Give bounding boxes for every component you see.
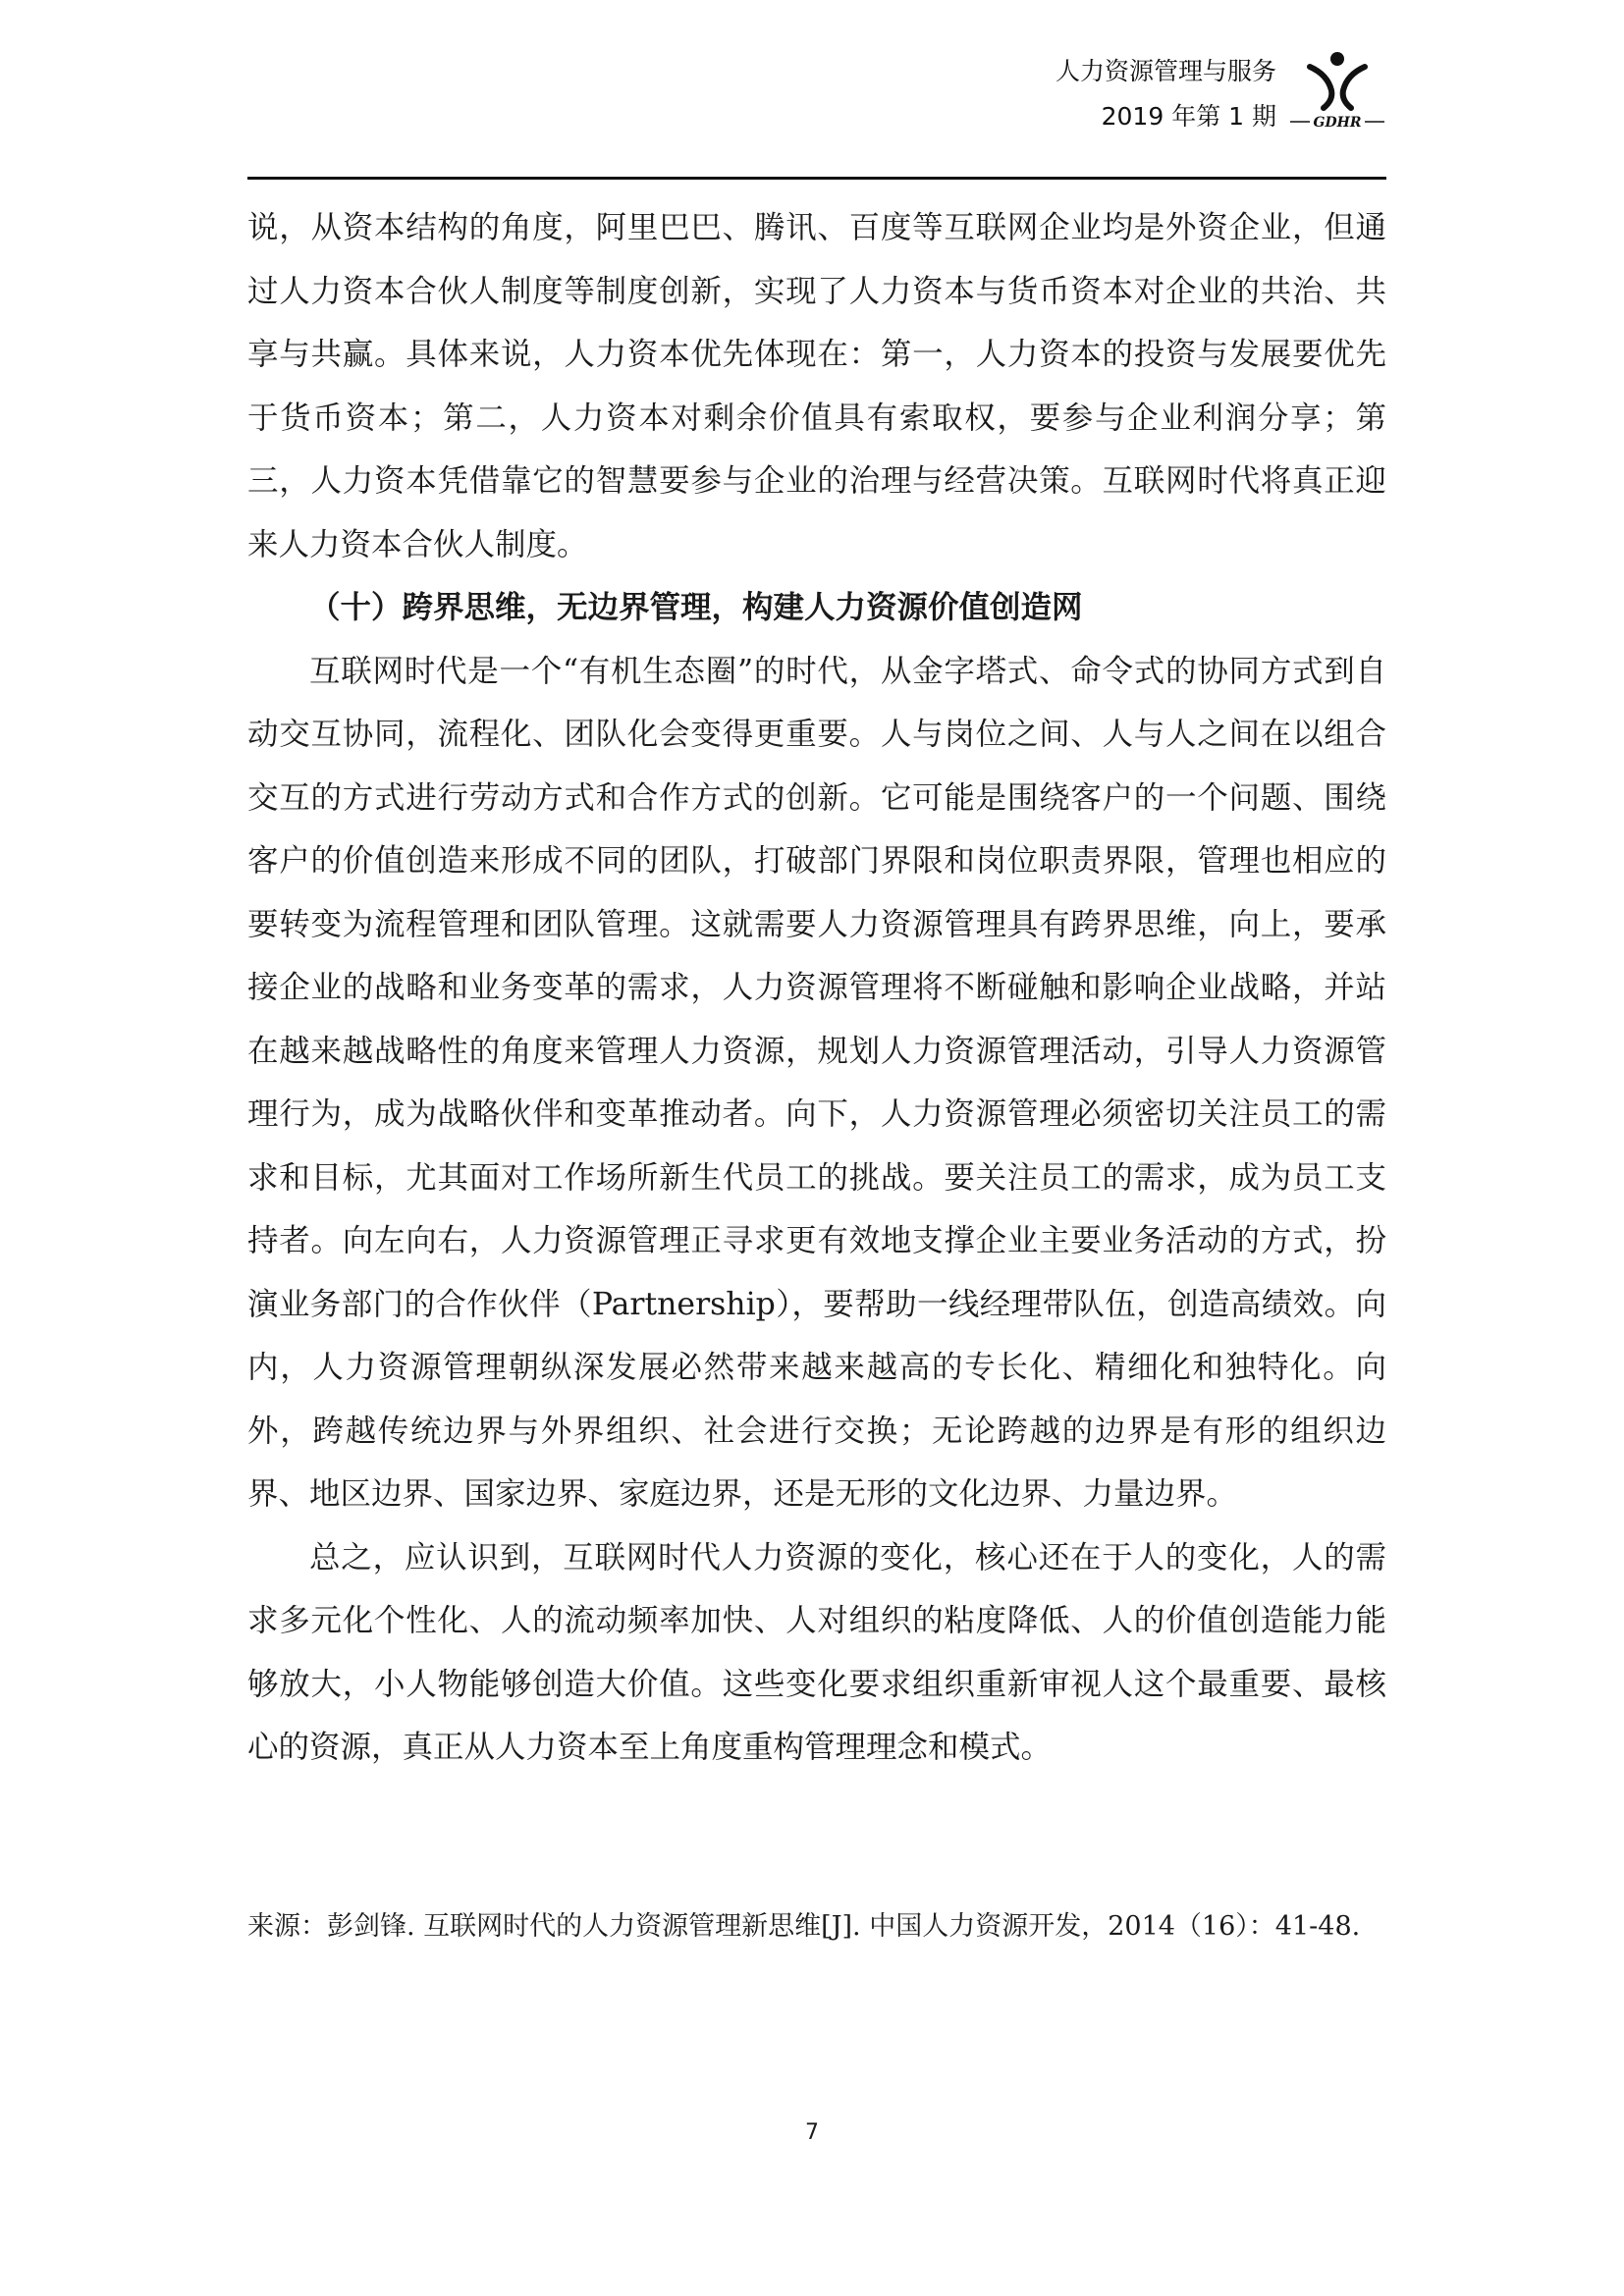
page-number: 7 bbox=[805, 2120, 819, 2145]
header-divider bbox=[247, 177, 1386, 180]
header-text bbox=[1056, 49, 1276, 139]
paragraph-2: 互联网时代是一个“有机生态圈”的时代，从金字塔式、命令式的协同方式到自动交互协同，流程化、团队化会变得更重要。人与岗位之间、人与人之间在以组合交互的方式进行劳动方式和合作方式的创新。它可能是围绕客户的一个问题、围绕客户的价值创造来形成不同的团队，打破部门界限和岗位职责界限，管理也相应的要转变为流程管理和团队管理。这就需要人力资源管理具有跨界思维，向上，要承接企业的战略和业务变革的需求，人力资源管理将不断碰触和影响企业战略，并站在越来越战略性的角度来管理人力资源，规划人力资源管理活动，引导人力资源管理行为，成为战略伙伴和变革推动者。向下，人力资源管理必须密切关注员工的需求和目标，尤其面对工作场所新生代员工的挑战。要关注员工的需求，成为员工支持者。向左向右，人力资源管理正寻求更有效地支撑企业主要业务活动的方式，扮演业务部门的合作伙伴（Partnership），要帮助一线经理带队伍，创造高绩效。向内，人力资源管理朝纵深发展必然带来越来越高的专长化、精细化和独特化。向外，跨越传统边界与外界组织、社会进行交换；无论跨越的边界是有形的组织边界、地区边界、国家边界、家庭边界，还是无形的文化边界、力量边界。 bbox=[247, 653, 1386, 1512]
article-body bbox=[247, 196, 1386, 1780]
gdhr-logo-icon bbox=[1288, 45, 1386, 133]
paragraph-3: 总之，应认识到，互联网时代人力资源的变化，核心还在于人的变化，人的需求多元化个性化、人的流动频率加快、人对组织的粘度降低、人的价值创造能力能够放大，小人物能够创造大价值。这些变化要求组织重新审视人这个最重要、最核心的资源，真正从人力资本至上角度重构管理理念和模式。 bbox=[247, 1539, 1386, 1765]
journal-title: 人力资源管理与服务 bbox=[1055, 57, 1276, 85]
issue-label: 2019 年第 1 期 bbox=[1101, 102, 1276, 131]
logo-text: GDHR bbox=[1313, 115, 1362, 131]
page-header bbox=[247, 39, 1386, 177]
section-heading-10: （十）跨界思维，无边界管理，构建人力资源价值创造网 bbox=[309, 589, 1083, 625]
source-citation: 来源：彭剑锋. 互联网时代的人力资源管理新思维[J]. 中国人力资源开发，2014（16）：41-48. bbox=[247, 1911, 1361, 1942]
paragraph-1: 说，从资本结构的角度，阿里巴巴、腾讯、百度等互联网企业均是外资企业，但通过人力资本合伙人制度等制度创新，实现了人力资本与货币资本对企业的共治、共享与共赢。具体来说，人力资本优先体现在：第一，人力资本的投资与发展要优先于货币资本；第二，人力资本对剩余价值具有索取权，要参与企业利润分享；第三，人力资本凭借靠它的智慧要参与企业的治理与经营决策。互联网时代将真正迎来人力资本合伙人制度。 bbox=[247, 210, 1386, 562]
